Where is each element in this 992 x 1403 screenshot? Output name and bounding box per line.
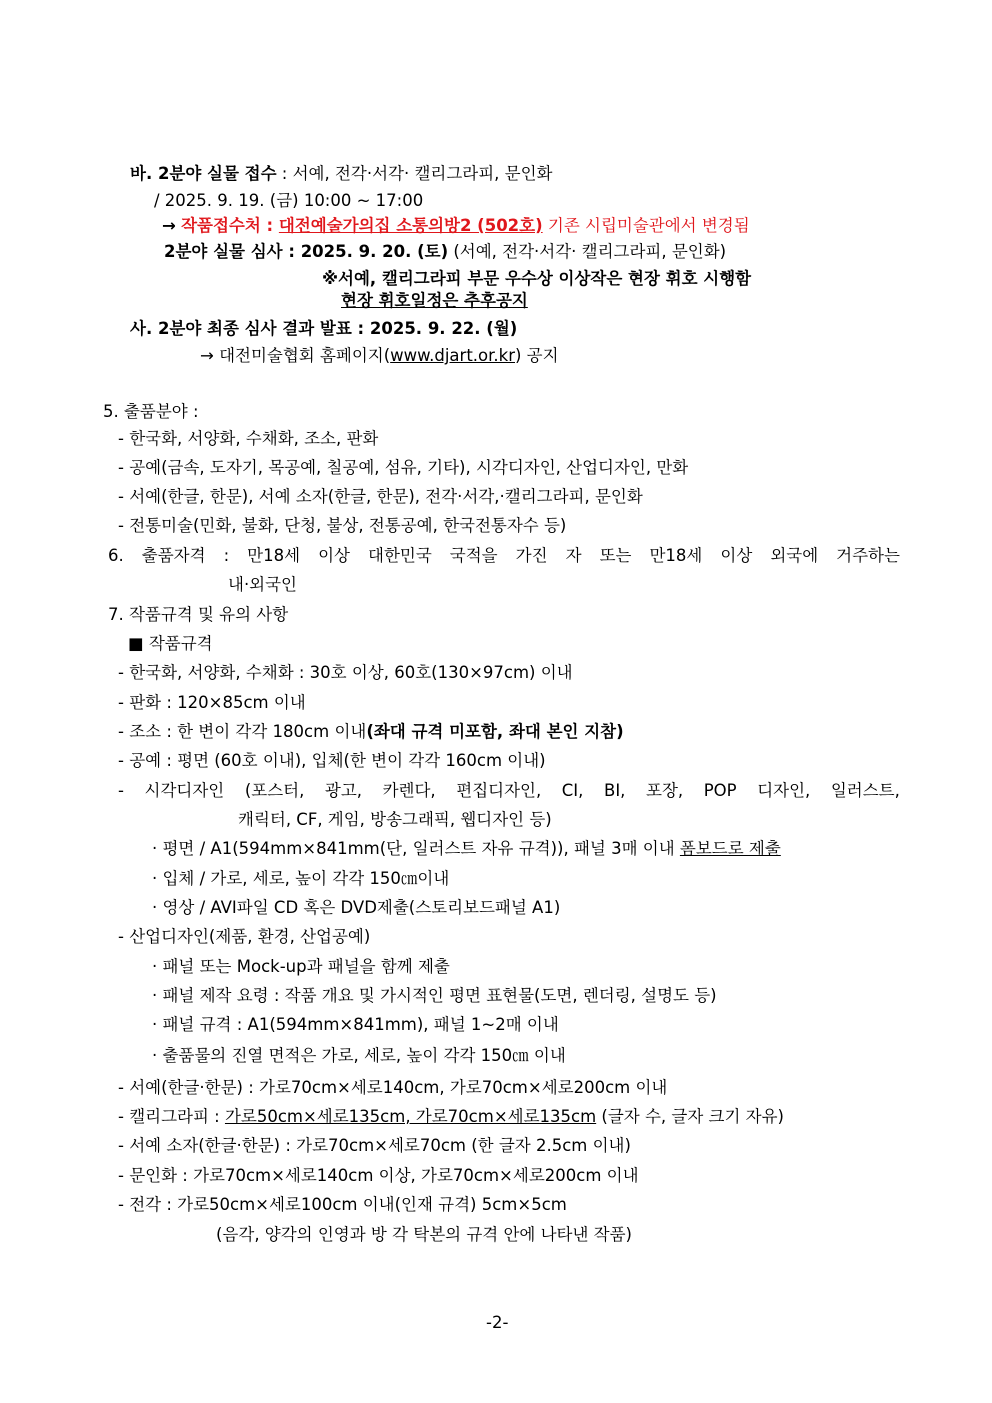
section5-item: - 서예(한글, 한문), 서예 소자(한글, 한문), 전각·서각,·캘리그라피, 문인화 (118, 487, 643, 506)
venue-line: → 작품접수처 : 대전예술가의집 소통의방2 (502호) 기존 시립미술관에서 변경됨 (162, 216, 750, 235)
spec-line: - 공예 : 평면 (60호 이내), 입체(한 변이 각각 160cm 이내) (118, 751, 546, 770)
spec-line: - 서예 소자(한글·한문) : 가로70cm×세로70cm (한 글자 2.5cm 이내) (118, 1136, 631, 1155)
website-link[interactable]: www.djart.or.kr (390, 346, 515, 365)
section-sa-heading: 사. 2분야 최종 심사 결과 발표 : 2025. 9. 22. (월) (130, 319, 518, 338)
bullet-item: · 패널 규격 : A1(594mm×841mm), 패널 1~2매 이내 (152, 1015, 559, 1034)
bullet-item: · 패널 또는 Mock-up과 패널을 함께 제출 (152, 957, 450, 976)
section-ba-date: / 2025. 9. 19. (금) 10:00 ~ 17:00 (154, 191, 424, 210)
section7-subtitle: ■ 작품규격 (128, 634, 213, 653)
section5-item: - 한국화, 서양화, 수채화, 조소, 판화 (118, 429, 379, 448)
spec-line: - 문인화 : 가로70cm×세로140cm 이상, 가로70cm×세로200cm 이내 (118, 1166, 639, 1185)
spec-line: - 한국화, 서양화, 수채화 : 30호 이상, 60호(130×97cm) 이내 (118, 663, 573, 682)
spec-line-cont: (음각, 양각의 인영과 방 각 탁본의 규격 안에 나타낸 작품) (216, 1225, 632, 1244)
bullet-flat: · 평면 / A1(594mm×841mm(단, 일러스트 자유 규격)), 패널 3매 이내 폼보드로 제출 (152, 839, 781, 858)
bullet-item: · 출품물의 진열 면적은 가로, 세로, 높이 각각 150㎝ 이내 (152, 1046, 566, 1065)
bullet-video: · 영상 / AVI파일 CD 혹은 DVD제출(스토리보드패널 A1) (152, 898, 561, 917)
section5-item: - 공예(금속, 도자기, 목공예, 칠공예, 섬유, 기타), 시각디자인, 산업디자인, 만화 (118, 458, 689, 477)
section7-title: 7. 작품규격 및 유의 사항 (108, 605, 289, 624)
spec-line-calligraphy: - 캘리그라피 : 가로50cm×세로135cm, 가로70cm×세로135cm (글자 수, 글자 크기 자유) (118, 1107, 784, 1126)
spec-line: - 서예(한글·한문) : 가로70cm×세로140cm, 가로70cm×세로200cm 이내 (118, 1078, 668, 1097)
section-ba-heading: 바. 2분야 실물 접수 : 서예, 전각·서각· 캘리그라피, 문인화 (130, 164, 553, 183)
spec-line: - 판화 : 120×85cm 이내 (118, 693, 306, 712)
bullet-item: · 패널 제작 요령 : 작품 개요 및 가시적인 평면 표현물(도면, 렌더링, 설명도 등) (152, 986, 717, 1005)
spec-line: - 산업디자인(제품, 환경, 산업공예) (118, 927, 371, 946)
announce-line: → 대전미술협회 홈페이지(www.djart.or.kr) 공지 (200, 346, 559, 365)
page-number: -2- (486, 1313, 509, 1332)
section6-line: 6. 출품자격 : 만18세 이상 대한민국 국적을 가진 자 또는 만18세 이상 외국에 거주하는 (108, 546, 900, 565)
spec-line: - 전각 : 가로50cm×세로100cm 이내(인재 규격) 5cm×5cm (118, 1195, 567, 1214)
section5-item: - 전통미술(민화, 불화, 단청, 불상, 전통공예, 한국전통자수 등) (118, 516, 567, 535)
notice-line-2: 현장 휘호일정은 추후공지 (341, 291, 528, 310)
section5-title: 5. 출품분야 : (103, 402, 199, 421)
spec-line-visual-design: - 시각디자인 (포스터, 광고, 카렌다, 편집디자인, CI, BI, 포장, POP 디자인, 일러스트, (118, 781, 900, 800)
notice-line-1: ※서예, 캘리그라피 부문 우수상 이상작은 현장 휘호 시행함 (322, 269, 752, 288)
venue-place: 대전예술가의집 소통의방2 (502호) (278, 216, 543, 235)
review-line: 2분야 실물 심사 : 2025. 9. 20. (토) (서예, 전각·서각· 캘리그라피, 문인화) (164, 242, 727, 261)
bullet-3d: · 입체 / 가로, 세로, 높이 각각 150㎝이내 (152, 869, 450, 888)
spec-line-sculpture: - 조소 : 한 변이 각각 180cm 이내(좌대 규격 미포함, 좌대 본인 지참) (118, 722, 624, 741)
spec-line-cont: 캐릭터, CF, 게임, 방송그래픽, 웹디자인 등) (238, 810, 552, 829)
section6-cont: 내·외국인 (228, 575, 298, 594)
